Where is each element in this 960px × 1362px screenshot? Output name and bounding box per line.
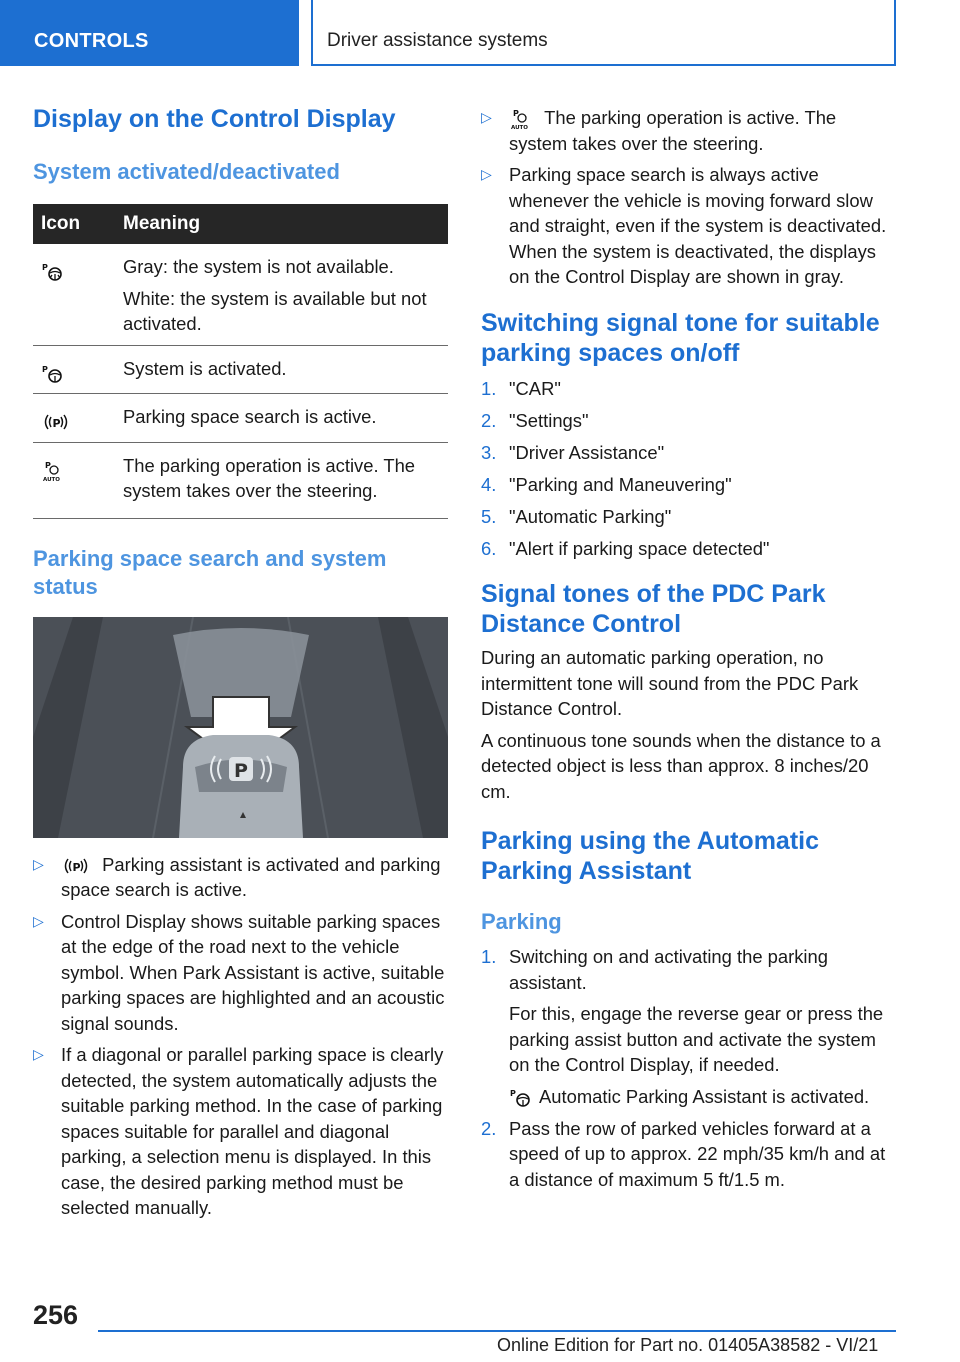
chapter-tab: Driver assistance systems (311, 0, 896, 66)
pdc-paragraph-1: During an automatic parking operation, no intermittent tone will sound from the PDC Park Distance Control. (481, 647, 859, 719)
heading-display: Display on the Control Display (33, 105, 396, 133)
table-header-row (33, 204, 448, 244)
step-number: 5. (481, 505, 497, 527)
heading-parking: Parking (481, 909, 562, 934)
meaning-line: Gray: the system is not available. (123, 256, 394, 277)
status-bullet-list (33, 852, 448, 1221)
step-text: "Driver Assistance" (509, 441, 665, 463)
parking-space-search-icon (61, 856, 91, 876)
page-number: 256 (33, 1300, 79, 1330)
svg-text:P: P (42, 364, 48, 374)
icon-meaning-table (33, 204, 448, 519)
heading-parking-space-search: Parking space search and system status (33, 545, 387, 599)
meaning-line: White: the system is available but not activated. (123, 287, 427, 334)
heading-parking-using-assistant: Parking using the Automatic Parking Assistant (481, 827, 820, 885)
svg-text:P: P (234, 759, 248, 782)
meaning-line: The parking operation is active. The system takes over the steering. (123, 454, 416, 501)
list-item (481, 944, 899, 1109)
step-extra: For this, engage the reverse gear or press the parking assist button and activate the system on the Control Display, if needed. (509, 1003, 884, 1075)
list-item (33, 1042, 448, 1221)
triangle-bullet-icon: ▷ (33, 1046, 44, 1062)
list-item (481, 162, 899, 290)
list-item (481, 440, 899, 466)
step-note (509, 1084, 899, 1110)
triangle-bullet-icon: ▷ (33, 855, 44, 872)
right-column (481, 100, 899, 1199)
heading-signal-tone: Switching signal tone for suitable parking spaces on/off (481, 308, 880, 367)
step-number: 4. (481, 473, 497, 495)
table-cell-icon (33, 442, 119, 518)
signal-tone-steps (481, 376, 899, 562)
list-item (33, 909, 448, 1037)
table-cell-meaning (119, 244, 448, 345)
table-row (33, 442, 448, 518)
step-number: 1. (481, 377, 497, 399)
step-text: "Parking and Maneuvering" (509, 473, 732, 495)
triangle-bullet-icon: ▷ (481, 166, 492, 182)
parking-space-search-icon (41, 412, 71, 432)
list-item (481, 376, 899, 402)
svg-text:P: P (513, 109, 519, 119)
table-cell-icon (33, 244, 119, 345)
edition-text: Online Edition for Part no. 01405A38582 - VI/21 (497, 1335, 879, 1355)
step-number: 6. (481, 537, 497, 559)
meaning-line: System is activated. (123, 357, 287, 379)
meaning-line: Parking space search is active. (123, 406, 377, 427)
step-number: 3. (481, 441, 497, 463)
list-item (481, 504, 899, 530)
step-number: 1. (481, 946, 497, 967)
heading-system-status: System activated/deactivated (33, 159, 340, 184)
step-text: Pass the row of parked vehicles forward at a speed of up to approx. 22 mph/35 km/h and at a distance of maximum 5 ft/1.5 m. (509, 1117, 886, 1190)
table-cell-icon (33, 394, 119, 443)
svg-text:P: P (72, 860, 81, 874)
parking-assistant-off-icon (41, 262, 65, 282)
svg-text:P: P (52, 417, 61, 431)
pdc-paragraph-2: A continuous tone sounds when the distance to a detected object is less than approx. 8 inches/20 cm. (481, 729, 881, 802)
list-item (481, 472, 899, 498)
triangle-bullet-icon: ▷ (33, 912, 44, 929)
step-text: "Alert if parking space detected" (509, 537, 770, 559)
parking-auto-icon (41, 460, 65, 482)
parking-display-illustration-icon (33, 617, 448, 838)
bullet-text: If a diagonal or parallel parking space is clearly detected, the system automatically adjusts the suitable parking method. In the case of parking spaces suitable for parallel and diagonal parking, a selection menu is displayed. In this case, the desired parking method must be selected manually. (61, 1044, 444, 1218)
svg-text:AUTO: AUTO (511, 125, 528, 131)
step-number: 2. (481, 1117, 497, 1139)
triangle-bullet-icon: ▷ (481, 109, 492, 125)
step-number: 2. (481, 409, 497, 431)
parking-display-figure (33, 617, 448, 838)
left-column (33, 100, 448, 1227)
bullet-text: The parking operation is active. The system takes over the steering. (509, 107, 837, 154)
bullet-text: Parking space search is always active whenever the vehicle is moving forward slow and straight, even if the system is deactivated. When the system is deactivated, the displays on the Control Display are shown in gray. (509, 164, 887, 287)
section-tab: CONTROLS (0, 0, 299, 66)
table-row (33, 244, 448, 345)
table-cell-meaning (119, 442, 448, 518)
parking-steps (481, 944, 899, 1192)
parking-assistant-activated-icon (509, 1088, 533, 1108)
parking-assistant-activated-icon (41, 364, 65, 384)
table-cell-meaning (119, 345, 448, 394)
svg-text:P: P (42, 263, 48, 273)
status-bullet-list-continued (481, 105, 899, 290)
footer-rule (98, 1330, 896, 1332)
page-header (0, 0, 960, 66)
heading-pdc-tones: Signal tones of the PDC Park Distance Control (481, 580, 826, 638)
step-text: "CAR" (509, 377, 561, 399)
bullet-text: Parking assistant is activated and parking space search is active. (61, 853, 441, 900)
step-text: "Automatic Parking" (509, 505, 672, 527)
list-item (481, 1116, 899, 1193)
col-header-meaning: Meaning (119, 204, 448, 244)
list-item (33, 852, 448, 903)
step-text: "Settings" (509, 409, 589, 431)
table-cell-meaning (119, 394, 448, 443)
step-text: Switching on and activating the parking assistant. (509, 946, 828, 993)
table-cell-icon (33, 345, 119, 394)
list-item (481, 536, 899, 562)
svg-text:P: P (45, 460, 51, 470)
list-item (481, 105, 899, 156)
step-note-text: Automatic Parking Assistant is activated. (539, 1085, 870, 1107)
svg-text:P: P (510, 1088, 516, 1098)
col-header-icon: Icon (33, 204, 119, 244)
table-row (33, 394, 448, 443)
list-item (481, 408, 899, 434)
parking-auto-icon (509, 108, 533, 130)
bullet-text: Control Display shows suitable parking spaces at the edge of the road next to the vehicle symbol. When Park Assistant is active, suitable parking spaces are highlighted and an acoustic signal sounds. (61, 910, 445, 1034)
table-row (33, 345, 448, 394)
svg-text:AUTO: AUTO (43, 476, 60, 482)
